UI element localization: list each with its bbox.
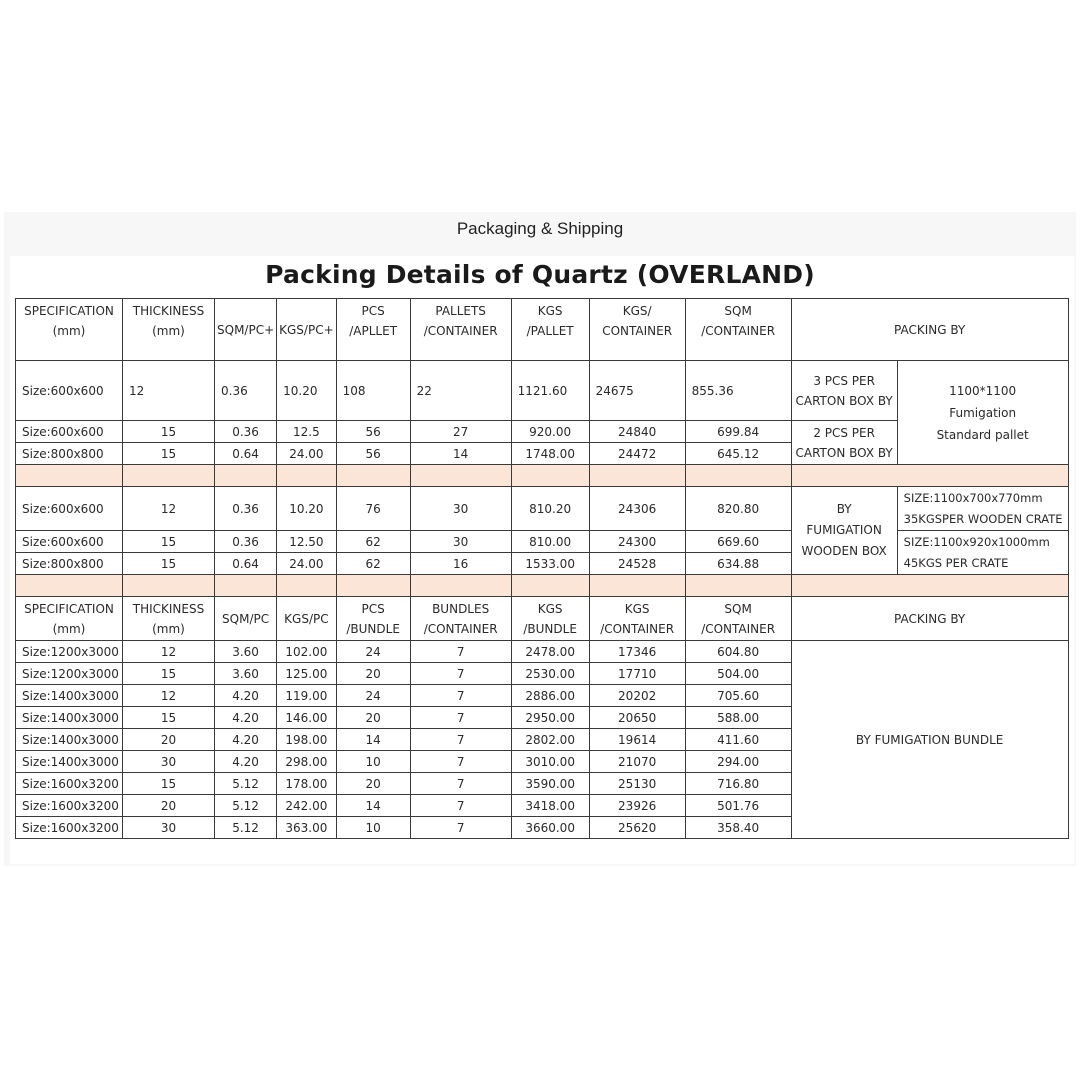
value-cell: 7 — [410, 729, 511, 751]
value-cell: 12.50 — [277, 531, 337, 553]
value-cell: 298.00 — [277, 751, 337, 773]
value-cell: 178.00 — [277, 773, 337, 795]
cell-line: 3 PCS PER — [813, 373, 875, 388]
value-cell: 5.12 — [215, 817, 277, 839]
value-cell: 2530.00 — [511, 663, 589, 685]
value-cell: 15 — [123, 553, 215, 575]
value-cell: 820.80 — [685, 487, 791, 531]
separator-cell — [277, 465, 337, 487]
value-cell: 24.00 — [277, 443, 337, 465]
separator-row — [16, 575, 1069, 597]
spec-cell: Size:600x600 — [16, 487, 123, 531]
value-cell: 24306 — [589, 487, 685, 531]
crate-spec-1 — [897, 487, 1068, 531]
value-cell: 20202 — [589, 685, 685, 707]
value-cell: 588.00 — [685, 707, 791, 729]
separator-cell — [16, 465, 123, 487]
separator-cell — [123, 465, 215, 487]
value-cell: 25620 — [589, 817, 685, 839]
cell-line: KGS — [537, 304, 563, 318]
column-header: SQM/PC+ — [215, 299, 277, 361]
separator-cell — [336, 575, 410, 597]
cell-line: /BUNDLE — [346, 622, 400, 636]
value-cell: 17710 — [589, 663, 685, 685]
value-cell: 24528 — [589, 553, 685, 575]
table-row — [16, 641, 1069, 663]
separator-cell — [336, 465, 410, 487]
value-cell: 7 — [410, 707, 511, 729]
value-cell: 20 — [123, 729, 215, 751]
spec-cell: Size:1400x3000 — [16, 729, 123, 751]
value-cell: 108 — [336, 361, 410, 421]
value-cell: 705.60 — [685, 685, 791, 707]
spec-cell: Size:600x600 — [16, 531, 123, 553]
separator-cell — [215, 465, 277, 487]
cell-line: PCS — [361, 304, 385, 318]
cell-line: THICKINESS — [132, 602, 205, 616]
value-cell: 27 — [410, 421, 511, 443]
column-header-packing: PACKING BY — [791, 597, 1068, 641]
spec-cell: Size:1400x3000 — [16, 685, 123, 707]
spec-cell: Size:1600x3200 — [16, 795, 123, 817]
packing-wooden-box — [791, 487, 897, 575]
cell-line: SPECIFICATION — [24, 602, 114, 616]
column-header — [336, 299, 410, 361]
value-cell: 10.20 — [277, 487, 337, 531]
value-cell: 25130 — [589, 773, 685, 795]
value-cell: 411.60 — [685, 729, 791, 751]
value-cell: 7 — [410, 663, 511, 685]
column-header — [16, 597, 123, 641]
value-cell: 15 — [123, 531, 215, 553]
separator-cell — [123, 575, 215, 597]
value-cell: 20 — [336, 707, 410, 729]
value-cell: 24840 — [589, 421, 685, 443]
table-row — [16, 487, 1069, 531]
value-cell: 12 — [123, 361, 215, 421]
value-cell: 10 — [336, 751, 410, 773]
spec-cell: Size:1200x3000 — [16, 663, 123, 685]
value-cell: 15 — [123, 707, 215, 729]
value-cell: 0.64 — [215, 443, 277, 465]
value-cell: 62 — [336, 553, 410, 575]
column-header — [410, 299, 511, 361]
column-header — [123, 299, 215, 361]
value-cell: 0.36 — [215, 361, 277, 421]
value-cell: 504.00 — [685, 663, 791, 685]
value-cell: 56 — [336, 421, 410, 443]
cell-line: (mm) — [52, 324, 86, 338]
cell-line: (mm) — [152, 622, 185, 636]
value-cell: 716.80 — [685, 773, 791, 795]
value-cell: 20 — [336, 663, 410, 685]
value-cell: 0.36 — [215, 421, 277, 443]
value-cell: 20 — [123, 795, 215, 817]
value-cell: 669.60 — [685, 531, 791, 553]
value-cell: 56 — [336, 443, 410, 465]
cell-line: /BUNDLE — [523, 622, 577, 636]
value-cell: 7 — [410, 751, 511, 773]
spec-cell: Size:600x600 — [16, 421, 123, 443]
value-cell: 24 — [336, 641, 410, 663]
value-cell: 12.5 — [277, 421, 337, 443]
value-cell: 699.84 — [685, 421, 791, 443]
value-cell: 21070 — [589, 751, 685, 773]
value-cell: 16 — [410, 553, 511, 575]
cell-line: 2 PCS PER — [813, 425, 875, 440]
value-cell: 20650 — [589, 707, 685, 729]
value-cell: 7 — [410, 685, 511, 707]
separator-cell — [589, 465, 685, 487]
value-cell: 146.00 — [277, 707, 337, 729]
value-cell: 102.00 — [277, 641, 337, 663]
value-cell: 501.76 — [685, 795, 791, 817]
packing-carton-3 — [791, 361, 897, 421]
section-heading: Packaging & Shipping — [456, 219, 624, 238]
value-cell: 12 — [123, 641, 215, 663]
value-cell: 1533.00 — [511, 553, 589, 575]
cell-line: /CONTAINER — [600, 622, 675, 636]
separator-cell — [791, 465, 1068, 487]
table-row — [16, 531, 1069, 553]
column-header — [410, 597, 511, 641]
column-header — [336, 597, 410, 641]
value-cell: 24300 — [589, 531, 685, 553]
separator-cell — [511, 465, 589, 487]
value-cell: 5.12 — [215, 773, 277, 795]
cell-line: SIZE:1100x700x770mm — [903, 490, 1043, 505]
value-cell: 17346 — [589, 641, 685, 663]
value-cell: 0.36 — [215, 531, 277, 553]
spec-cell: Size:1200x3000 — [16, 641, 123, 663]
value-cell: 3010.00 — [511, 751, 589, 773]
value-cell: 7 — [410, 795, 511, 817]
cell-line: /PALLET — [526, 324, 574, 338]
value-cell: 7 — [410, 773, 511, 795]
spec-cell: Size:1600x3200 — [16, 817, 123, 839]
cell-line: (mm) — [152, 324, 185, 338]
value-cell: 198.00 — [277, 729, 337, 751]
value-cell: 24.00 — [277, 553, 337, 575]
value-cell: 4.20 — [215, 729, 277, 751]
value-cell: 0.36 — [215, 487, 277, 531]
cell-line: Standard pallet — [936, 427, 1029, 442]
packing-bundle: BY FUMIGATION BUNDLE — [791, 641, 1068, 839]
value-cell: 30 — [410, 487, 511, 531]
value-cell: 3.60 — [215, 663, 277, 685]
value-cell: 10.20 — [277, 361, 337, 421]
value-cell: 30 — [123, 751, 215, 773]
cell-line: FUMIGATION — [806, 523, 882, 537]
separator-cell — [791, 575, 1068, 597]
column-header — [511, 299, 589, 361]
value-cell: 0.64 — [215, 553, 277, 575]
packing-carton-2 — [791, 421, 897, 465]
value-cell: 15 — [123, 421, 215, 443]
value-cell: 10 — [336, 817, 410, 839]
separator-cell — [685, 575, 791, 597]
value-cell: 14 — [336, 729, 410, 751]
cell-line: PCS — [361, 602, 385, 616]
packing-pallet — [897, 361, 1068, 465]
column-header — [123, 597, 215, 641]
column-header — [685, 299, 791, 361]
separator-row — [16, 465, 1069, 487]
header-row — [16, 597, 1069, 641]
value-cell: 20 — [336, 773, 410, 795]
value-cell: 634.88 — [685, 553, 791, 575]
cell-line: KGS/ — [622, 304, 652, 318]
value-cell: 15 — [123, 443, 215, 465]
column-header: SQM/PC — [215, 597, 277, 641]
cell-line: /CONTAINER — [701, 622, 776, 636]
cell-line: KGS — [537, 602, 563, 616]
value-cell: 1748.00 — [511, 443, 589, 465]
separator-cell — [511, 575, 589, 597]
cell-line: 35KGSPER WOODEN CRATE — [903, 511, 1063, 526]
value-cell: 7 — [410, 641, 511, 663]
value-cell: 3590.00 — [511, 773, 589, 795]
value-cell: 2478.00 — [511, 641, 589, 663]
cell-line: /CONTAINER — [423, 622, 498, 636]
value-cell: 2950.00 — [511, 707, 589, 729]
column-header — [16, 299, 123, 361]
cell-line: CARTON BOX BY — [795, 393, 893, 408]
column-header — [589, 597, 685, 641]
value-cell: 920.00 — [511, 421, 589, 443]
value-cell: 5.12 — [215, 795, 277, 817]
cell-line: SQM — [724, 304, 752, 318]
cell-line: SIZE:1100x920x1000mm — [903, 534, 1050, 549]
separator-cell — [215, 575, 277, 597]
value-cell: 62 — [336, 531, 410, 553]
value-cell: 855.36 — [685, 361, 791, 421]
value-cell: 3.60 — [215, 641, 277, 663]
cell-line: 1100*1100 — [949, 383, 1017, 398]
value-cell: 14 — [336, 795, 410, 817]
spec-cell: Size:1400x3000 — [16, 751, 123, 773]
value-cell: 4.20 — [215, 685, 277, 707]
cell-line: Fumigation — [949, 405, 1017, 420]
value-cell: 24472 — [589, 443, 685, 465]
cell-line: SQM — [724, 602, 752, 616]
separator-cell — [410, 465, 511, 487]
value-cell: 3418.00 — [511, 795, 589, 817]
value-cell: 363.00 — [277, 817, 337, 839]
value-cell: 15 — [123, 773, 215, 795]
separator-cell — [277, 575, 337, 597]
spec-cell: Size:1600x3200 — [16, 773, 123, 795]
value-cell: 12 — [123, 685, 215, 707]
cell-line: (mm) — [52, 622, 86, 636]
value-cell: 125.00 — [277, 663, 337, 685]
value-cell: 12 — [123, 487, 215, 531]
value-cell: 4.20 — [215, 707, 277, 729]
value-cell: 30 — [410, 531, 511, 553]
cell-line: SPECIFICATION — [24, 304, 114, 318]
value-cell: 810.20 — [511, 487, 589, 531]
cell-line: /CONTAINER — [701, 324, 776, 338]
value-cell: 19614 — [589, 729, 685, 751]
cell-line: PALLETS — [435, 304, 486, 318]
value-cell: 14 — [410, 443, 511, 465]
cell-line: CARTON BOX BY — [795, 445, 893, 460]
sheet-title: Packing Details of Quartz (OVERLAND) — [265, 260, 815, 289]
value-cell: 1121.60 — [511, 361, 589, 421]
cell-line: 45KGS PER CRATE — [903, 555, 1009, 570]
value-cell: 23926 — [589, 795, 685, 817]
separator-cell — [410, 575, 511, 597]
header-row — [16, 299, 1069, 361]
value-cell: 294.00 — [685, 751, 791, 773]
separator-cell — [16, 575, 123, 597]
separator-cell — [685, 465, 791, 487]
value-cell: 4.20 — [215, 751, 277, 773]
cell-line: /CONTAINER — [423, 324, 498, 338]
column-header — [589, 299, 685, 361]
column-header: KGS/PC+ — [277, 299, 337, 361]
value-cell: 810.00 — [511, 531, 589, 553]
value-cell: 358.40 — [685, 817, 791, 839]
cell-line: BY — [836, 502, 852, 516]
value-cell: 76 — [336, 487, 410, 531]
value-cell: 15 — [123, 663, 215, 685]
column-header — [685, 597, 791, 641]
cell-line: WOODEN BOX — [801, 544, 887, 558]
column-header: KGS/PC — [277, 597, 337, 641]
value-cell: 645.12 — [685, 443, 791, 465]
value-cell: 30 — [123, 817, 215, 839]
spec-cell: Size:1400x3000 — [16, 707, 123, 729]
cell-line: CONTAINER — [602, 324, 673, 338]
value-cell: 22 — [410, 361, 511, 421]
cell-line: THICKINESS — [132, 304, 205, 318]
table-row — [16, 361, 1069, 421]
value-cell: 7 — [410, 817, 511, 839]
value-cell: 24675 — [589, 361, 685, 421]
value-cell: 2802.00 — [511, 729, 589, 751]
value-cell: 2886.00 — [511, 685, 589, 707]
spec-cell: Size:800x800 — [16, 553, 123, 575]
column-header — [511, 597, 589, 641]
value-cell: 3660.00 — [511, 817, 589, 839]
cell-line: BUNDLES — [432, 602, 490, 616]
crate-spec-2 — [897, 531, 1068, 575]
value-cell: 24 — [336, 685, 410, 707]
spec-cell: Size:600x600 — [16, 361, 123, 421]
cell-line: /APLLET — [349, 324, 398, 338]
column-header-packing: PACKING BY — [791, 299, 1068, 361]
value-cell: 604.80 — [685, 641, 791, 663]
packing-table — [15, 298, 1069, 839]
value-cell: 119.00 — [277, 685, 337, 707]
separator-cell — [589, 575, 685, 597]
spec-cell: Size:800x800 — [16, 443, 123, 465]
cell-line: KGS — [624, 602, 650, 616]
value-cell: 242.00 — [277, 795, 337, 817]
